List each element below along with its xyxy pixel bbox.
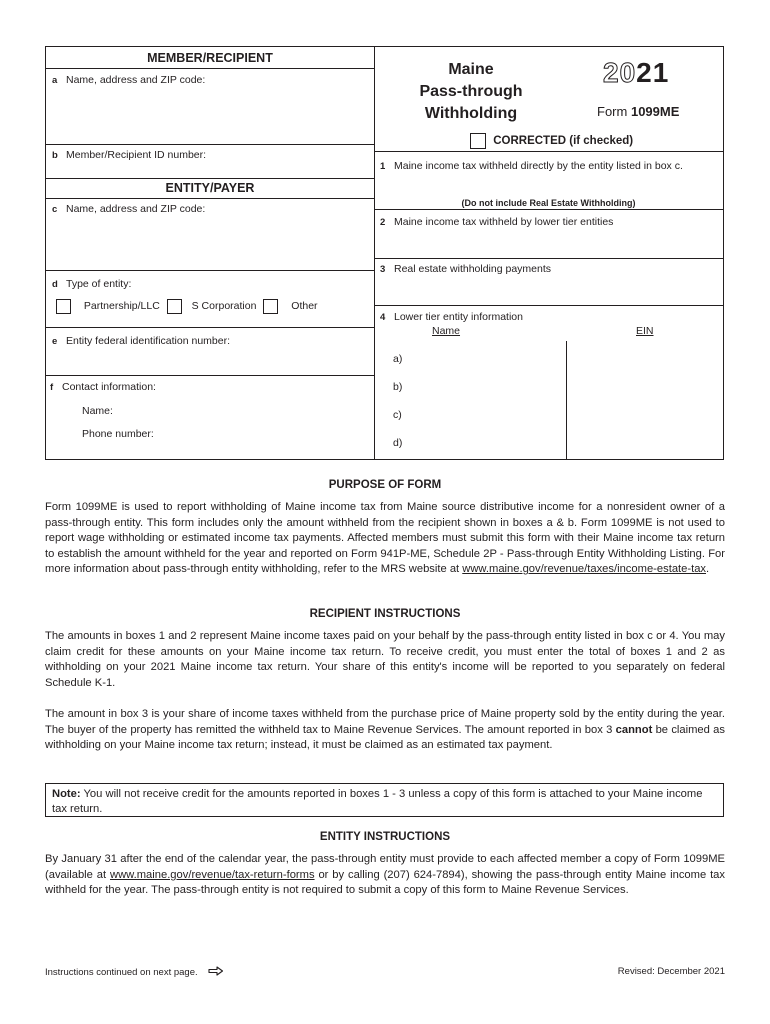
box-e-label: Entity federal identification number: [66, 335, 231, 347]
box-3-num: 3 [380, 264, 386, 275]
form-number-value: 1099ME [630, 104, 680, 119]
partnership-checkbox[interactable] [56, 299, 71, 314]
note-box [45, 783, 724, 817]
box-2 [380, 216, 613, 228]
note-text: You will not receive credit for the amounts reported in boxes 1 - 3 unless a copy of this form is attached to your Maine income tax return. [52, 788, 703, 815]
box-4-name-a-field[interactable] [412, 349, 562, 371]
box-a-label: Name, address and ZIP code: [66, 74, 206, 86]
box-4-row-a: a) [393, 353, 403, 365]
box-4-ein-c-field[interactable] [572, 405, 720, 427]
box-1-amount-field[interactable] [380, 175, 720, 193]
box-a [52, 74, 205, 86]
entity-t1: By January 31 after the end of the calendar year, the pass-through entity must provide to each affected member a copy of Form 1099ME (available at [45, 853, 725, 881]
box-e-letter: e [52, 336, 58, 347]
note-label: Note: [52, 788, 81, 800]
box-1-num: 1 [380, 161, 386, 172]
recipient-paragraph-1: The amounts in boxes 1 and 2 represent Maine income taxes paid on your behalf by the pass-through entity listed in box c or 4. You may claim credit for these amounts on your Maine income tax return. To receive credit, you must enter the total of boxes 1 and 2 as withholding on your 2021 Maine income tax return. Your share of this entity's income will be reported to you separately on federal Schedule K-1. [45, 630, 725, 689]
entity-heading: ENTITY/PAYER [165, 181, 255, 195]
contact-name-label: Name: [82, 405, 113, 417]
contact-phone-label: Phone number: [82, 428, 154, 440]
box-4-row-c: c) [393, 409, 402, 421]
purpose-heading: PURPOSE OF FORM [328, 479, 442, 491]
box-4-row-d: d) [393, 437, 403, 449]
recipient-heading: RECIPIENT INSTRUCTIONS [309, 608, 461, 620]
box-4-ein-a-field[interactable] [572, 349, 720, 371]
revised-date: Revised: December 2021 [617, 966, 725, 977]
other-label: Other [291, 300, 318, 313]
recipient-p2-a: The amount in box 3 is your share of income taxes withheld from the purchase price of Maine property sold by the entity during the year. The buyer of the property has remitted the withheld tax to Maine Revenue Services. The amount reported in box 3 [45, 708, 725, 736]
box-4-name-c-field[interactable] [412, 405, 562, 427]
member-heading: MEMBER/RECIPIENT [147, 51, 273, 65]
purpose-end: . [706, 563, 710, 575]
box-d [52, 278, 131, 290]
box-2-label: Maine income tax withheld by lower tier entities [394, 216, 614, 228]
box-d-letter: d [52, 279, 58, 290]
s-corporation-label: S Corporation [191, 300, 257, 313]
recipient-id-field[interactable] [56, 163, 366, 177]
box-b-label: Member/Recipient ID number: [66, 149, 207, 161]
box-2-num: 2 [380, 217, 386, 228]
contact-name-field[interactable] [126, 401, 366, 417]
corrected [470, 133, 633, 149]
box-f-label: Contact information: [62, 381, 156, 393]
form-number-prefix: Form [597, 104, 628, 119]
form-title [396, 59, 546, 125]
s-corporation-checkbox[interactable] [167, 299, 182, 314]
box-4-col-name: Name [432, 325, 461, 337]
entity-t2: or by calling (207) 624-7894), showing the pass-through entity Maine income tax withheld for the year. The pass-through entity is not required to submit a copy of this form to Maine Revenue Services. [45, 868, 726, 896]
other-checkbox[interactable] [263, 299, 278, 314]
form-title-line-1: Maine [448, 61, 494, 78]
entity-name-address-field[interactable] [56, 219, 366, 269]
tax-year-solid: 21 [636, 57, 670, 88]
form-1099me [45, 46, 724, 460]
box-1-label: Maine income tax withheld directly by the entity listed in box c. [394, 160, 683, 172]
box-f [50, 381, 156, 393]
box-4-name-d-field[interactable] [412, 433, 562, 455]
mrs-website-link[interactable]: www.maine.gov/revenue/taxes/income-estate-tax [462, 563, 707, 575]
box-4 [380, 311, 523, 323]
box-4-row-b: b) [393, 381, 403, 393]
entity-type-options [56, 299, 318, 314]
box-4-ein-b-field[interactable] [572, 377, 720, 399]
box-f-letter: f [50, 382, 54, 393]
box-a-letter: a [52, 75, 58, 86]
tax-forms-link[interactable]: www.maine.gov/revenue/tax-return-forms [110, 868, 315, 881]
entity-paragraph [45, 852, 725, 899]
tax-year-outline: 20 [603, 57, 637, 88]
form-title-line-3: Withholding [424, 105, 518, 122]
recipient-p2-bold: cannot [615, 723, 653, 736]
box-4-col-ein: EIN [636, 325, 654, 337]
box-e [52, 335, 230, 347]
form-title-line-2: Pass-through [419, 83, 523, 100]
box-3-label: Real estate withholding payments [394, 263, 552, 275]
box-2-amount-field[interactable] [380, 233, 720, 257]
partnership-label: Partnership/LLC [83, 300, 160, 313]
right-arrow-icon [208, 966, 224, 979]
footer-continued [45, 966, 224, 979]
box-c-label: Name, address and ZIP code: [66, 203, 206, 215]
purpose-text [45, 500, 725, 578]
box-c [52, 203, 205, 215]
contact-phone-field[interactable] [162, 424, 366, 440]
box-4-ein-d-field[interactable] [572, 433, 720, 455]
corrected-label: CORRECTED (if checked) [493, 135, 634, 148]
purpose-body: Form 1099ME is used to report withholding of Maine income tax from Maine source distributive income for a nonresident owner of a pass-through entity. This form includes only the amount withheld from the recipient shown in boxes a & b. Form 1099ME is not used to report wage withholding or estimated income tax payments. Affected members must submit this form with their Maine income tax return to establish the amount withheld for the year and reported on Form 941P-ME, Schedule 2P - Pass-through Entity Withholding Listing. For more information about pass-through entity withholding, refer to the MRS website at [45, 501, 725, 575]
box-4-label: Lower tier entity information [394, 311, 523, 323]
box-3-amount-field[interactable] [380, 279, 720, 303]
box-3 [380, 263, 551, 275]
box-d-label: Type of entity: [66, 278, 132, 290]
entity-fein-field[interactable] [56, 350, 366, 374]
tax-year [603, 57, 669, 89]
recipient-p2-b: be claimed as withholding on your Maine income tax return; instead, it must be claimed as an estimated tax payment. [45, 723, 725, 751]
box-c-letter: c [52, 204, 58, 215]
form-number [597, 104, 679, 119]
recipient-name-address-field[interactable] [56, 91, 366, 143]
box-4-name-b-field[interactable] [412, 377, 562, 399]
box-1 [380, 160, 683, 172]
box-b-letter: b [52, 150, 58, 161]
recipient-paragraph-2 [45, 707, 725, 754]
continued-text: Instructions continued on next page. [45, 967, 198, 979]
corrected-checkbox[interactable] [470, 133, 486, 149]
box-b [52, 149, 206, 161]
entity-heading-instructions: ENTITY INSTRUCTIONS [319, 831, 451, 843]
box-4-num: 4 [380, 312, 386, 323]
box-1-note: (Do not include Real Estate Withholding) [461, 198, 636, 208]
